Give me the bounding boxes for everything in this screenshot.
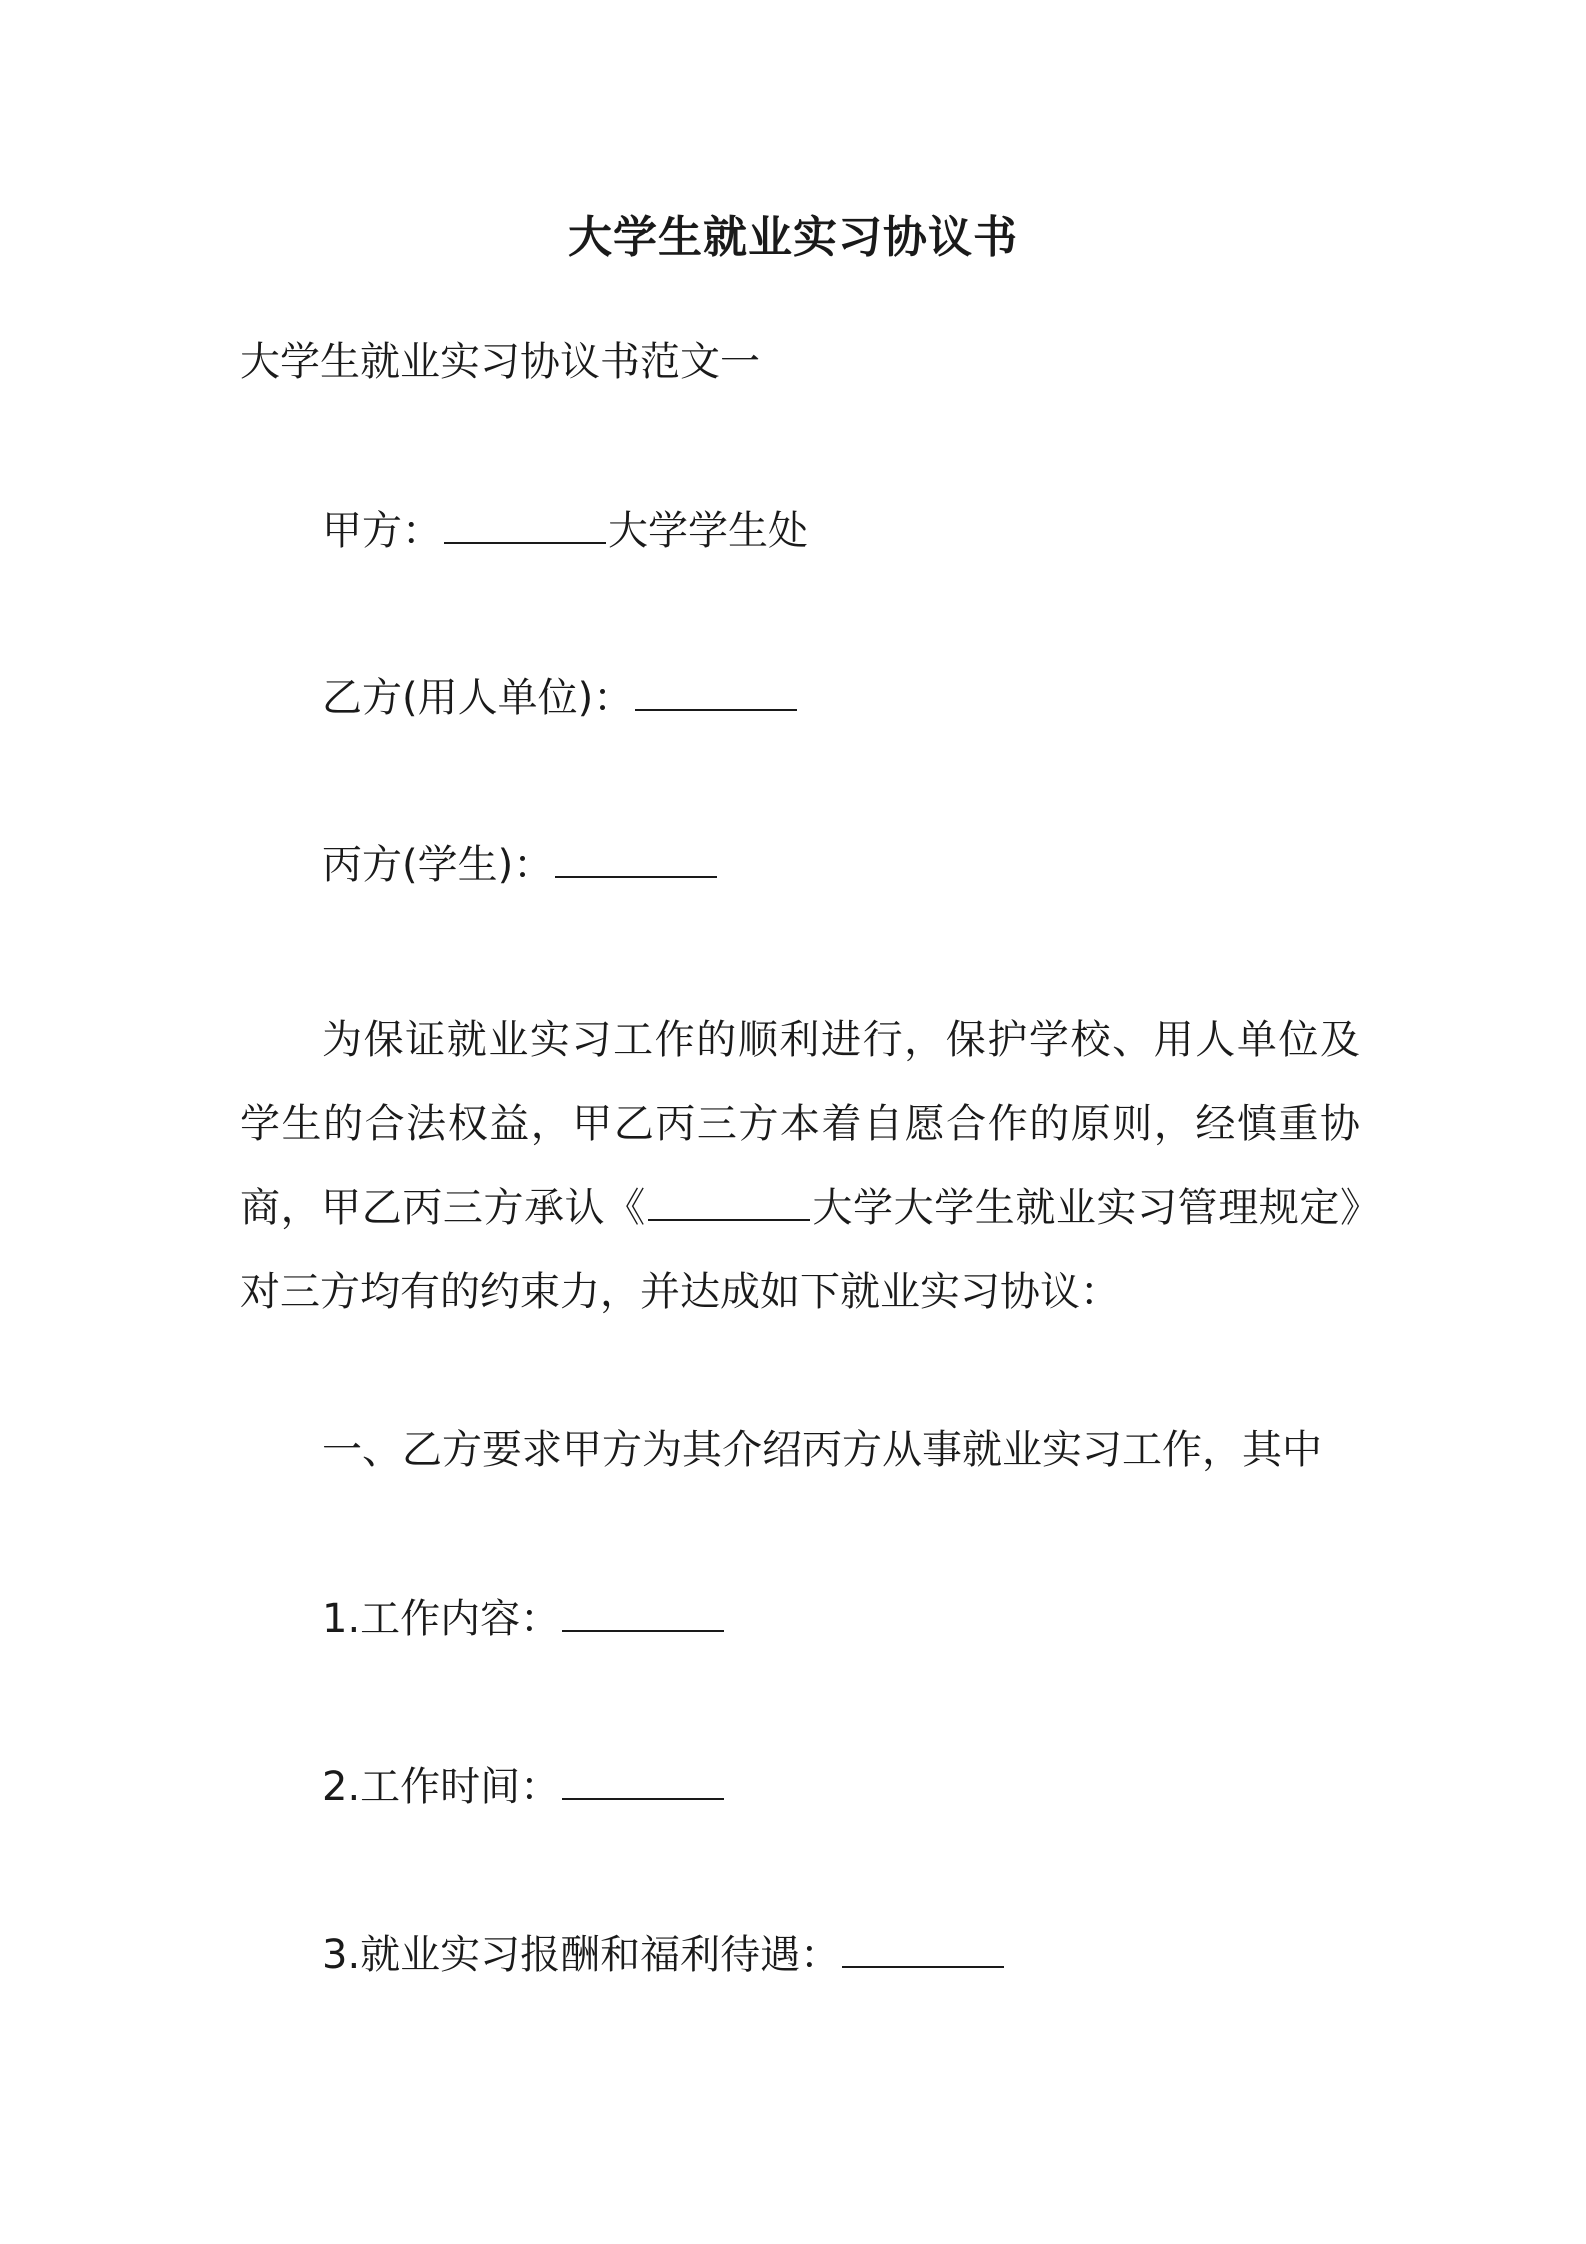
item-1-label: 1.工作内容： <box>322 1596 561 1642</box>
document-title: 大学生就业实习协议书 <box>568 212 1018 263</box>
preamble-part2: 大学大学生就业实习管理规定》对三方均有的约束力，并达成如下就业实习协议： <box>240 1185 1361 1315</box>
regulation-name-blank <box>648 1179 810 1221</box>
party-b-line <box>322 669 799 726</box>
item-3-blank <box>842 1926 1004 1968</box>
preamble-part1: 为保证就业实习工作的顺利进行，保护学校、用人单位及学生的合法权益，甲乙丙三方本着自愿合作的原则，经慎重协商，甲乙丙三方承认《 <box>240 1017 1360 1231</box>
party-c-blank <box>555 836 717 878</box>
item-2-line <box>322 1758 726 1815</box>
document-subtitle: 大学生就业实习协议书范文一 <box>240 339 760 385</box>
party-c-line <box>322 836 719 893</box>
party-a-suffix: 大学学生处 <box>608 508 808 554</box>
party-b-label: 乙方(用人单位)： <box>322 675 634 721</box>
party-c-label: 丙方(学生)： <box>322 842 554 888</box>
item-2-label: 2.工作时间： <box>322 1764 561 1810</box>
item-3-label: 3.就业实习报酬和福利待遇： <box>322 1932 841 1978</box>
party-a-line <box>322 502 808 559</box>
item-1-blank <box>562 1590 724 1632</box>
party-a-blank <box>444 502 606 544</box>
party-b-blank <box>635 669 797 711</box>
item-1-line <box>322 1590 726 1647</box>
item-2-blank <box>562 1758 724 1800</box>
party-a-label: 甲方： <box>322 508 442 554</box>
item-3-line <box>322 1926 1006 1983</box>
preamble-paragraph <box>240 998 1360 1334</box>
clause-1: 一、乙方要求甲方为其介绍丙方从事就业实习工作，其中 <box>322 1427 1322 1473</box>
